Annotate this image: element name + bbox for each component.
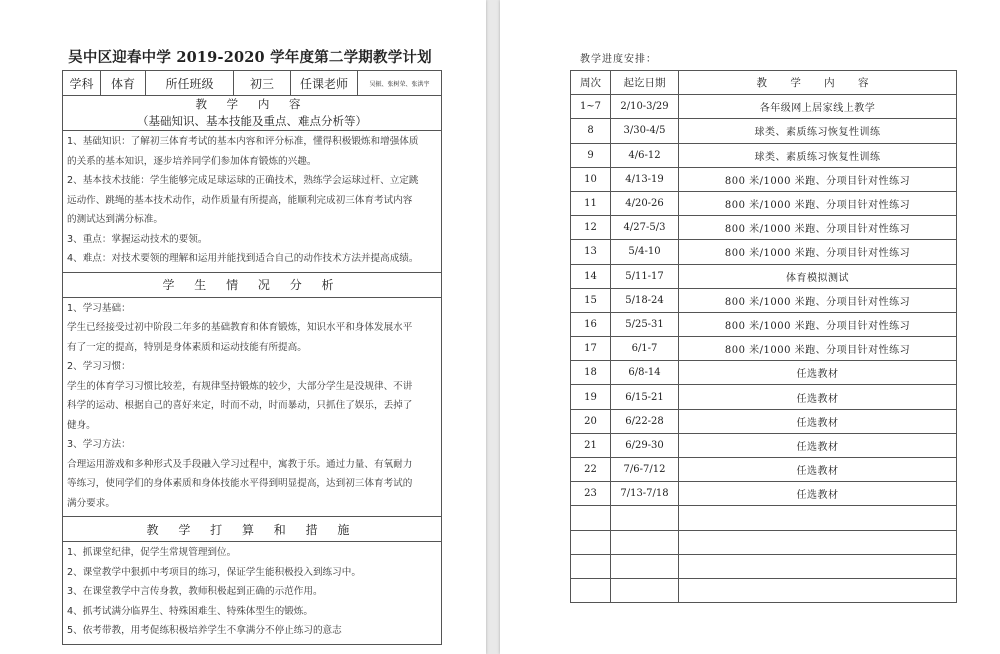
table-row: [571, 264, 957, 288]
week-cell: 21: [571, 433, 611, 457]
text-line: 学生已经接受过初中阶段二年多的基础教育和体育锻炼，知识水平和身体发展水平: [67, 322, 413, 333]
week-cell: 17: [571, 337, 611, 361]
week-cell: 15: [571, 288, 611, 312]
week-cell: 12: [571, 216, 611, 240]
table-row: [571, 95, 957, 119]
week-cell: 20: [571, 409, 611, 433]
table-row: [571, 361, 957, 385]
dates-cell: 4/20-26: [611, 191, 679, 215]
teacher-label: 任课老师: [291, 71, 358, 96]
dates-cell: 4/27-5/3: [611, 216, 679, 240]
content-cell: [679, 578, 957, 602]
content-section-body: [63, 131, 442, 273]
text-line: 远动作、跳绳的基本技术动作，动作质量有所提高，能顺利完成初三体育考试内容: [67, 194, 413, 206]
text-line: 健身。: [67, 419, 96, 431]
week-cell: 18: [571, 361, 611, 385]
text-line: 5、依考带教，用考促练积极培养学生不拿满分不停止练习的意志: [67, 625, 342, 636]
text-line: 的关系的基本知识，逐步培养同学们参加体育锻炼的兴趣。: [67, 155, 317, 167]
subject-value: 体育: [101, 71, 146, 96]
week-cell: 16: [571, 312, 611, 336]
dates-cell: 7/6-7/12: [611, 458, 679, 482]
week-cell: 1~7: [571, 95, 611, 119]
document-title: 吴中区迎春中学 2019-2020 学年度第二学期教学计划: [68, 49, 432, 66]
dates-cell: 5/18-24: [611, 288, 679, 312]
week-cell: [571, 506, 611, 530]
week-cell: [571, 554, 611, 578]
measures-section-body: [63, 542, 442, 645]
text-line: 1、抓课堂纪律，促学生常规管理到位。: [67, 547, 237, 558]
text-line: 有了一定的提高，特别是身体素质和运动技能有所提高。: [67, 341, 307, 353]
text-line: 4、难点：对技术要领的理解和运用并能找到适合自己的动作技术方法并提高成绩。: [67, 253, 419, 264]
content-cell: 任选教材: [679, 361, 957, 385]
table-row: [571, 506, 957, 530]
content-cell: 800 米/1000 米跑、分项目针对性练习: [679, 191, 957, 215]
content-cell: 任选教材: [679, 385, 957, 409]
text-line: 2、学习习惯：: [67, 361, 131, 372]
week-cell: 23: [571, 482, 611, 506]
content-cell: 800 米/1000 米跑、分项目针对性练习: [679, 288, 957, 312]
text-line: 3、学习方法：: [67, 439, 131, 450]
text-line: 的测试达到满分标准。: [67, 214, 163, 225]
content-cell: 各年级网上居家线上教学: [679, 95, 957, 119]
content-cell: [679, 506, 957, 530]
text-line: 等练习，使同学们的身体素质和身体技能水平得到明显提高，达到初三体育考试的: [67, 478, 413, 489]
week-cell: 8: [571, 119, 611, 143]
content-cell: 800 米/1000 米跑、分项目针对性练习: [679, 240, 957, 264]
page-right: [500, 0, 1000, 654]
table-row: [571, 482, 957, 506]
text-line: 科学的运动、根据自己的喜好来定，时而不动，时而暴动，只抓住了娱乐，丢掉了: [67, 400, 413, 411]
dates-cell: 6/8-14: [611, 361, 679, 385]
week-cell: [571, 530, 611, 554]
content-cell: 任选教材: [679, 433, 957, 457]
dates-cell: 3/30-4/5: [611, 119, 679, 143]
table-row: [571, 337, 957, 361]
table-row: [571, 312, 957, 336]
content-cell: [679, 530, 957, 554]
content-section-header: [63, 96, 442, 131]
dates-cell: [611, 578, 679, 602]
dates-cell: 5/4-10: [611, 240, 679, 264]
class-label: 所任班级: [146, 71, 234, 96]
table-row: [571, 385, 957, 409]
dates-cell: [611, 506, 679, 530]
table-row: [571, 191, 957, 215]
table-row: [571, 458, 957, 482]
table-row: [571, 167, 957, 191]
column-header-dates: 起讫日期: [611, 71, 679, 95]
subject-label: 学科: [63, 71, 101, 96]
content-section-title: 教 学 内 容: [195, 97, 309, 111]
schedule-header-row: [571, 71, 957, 95]
teacher-value: 吴振、张树荣、张洪宇: [358, 71, 442, 96]
dates-cell: 2/10-3/29: [611, 95, 679, 119]
students-section-body: [63, 297, 442, 517]
schedule-table: [570, 70, 957, 603]
dates-cell: 4/13-19: [611, 167, 679, 191]
dates-cell: [611, 530, 679, 554]
text-line: 3、在课堂教学中言传身教，教师积极起到正确的示范作用。: [67, 586, 323, 597]
table-row: [571, 554, 957, 578]
content-cell: 800 米/1000 米跑、分项目针对性练习: [679, 167, 957, 191]
table-row: [571, 530, 957, 554]
week-cell: 14: [571, 264, 611, 288]
schedule-label: 教学进度安排：: [580, 54, 657, 65]
dates-cell: 7/13-7/18: [611, 482, 679, 506]
content-cell: 800 米/1000 米跑、分项目针对性练习: [679, 337, 957, 361]
dates-cell: 6/29-30: [611, 433, 679, 457]
table-row: [571, 240, 957, 264]
text-line: 2、基本技术技能：学生能够完成足球运球的正确技术，熟练学会运球过杆、立定跳: [67, 175, 419, 186]
table-row: [571, 288, 957, 312]
text-line: 3、重点：掌握运动技术的要领。: [67, 233, 208, 245]
week-cell: [571, 578, 611, 602]
content-cell: 任选教材: [679, 458, 957, 482]
table-row: [571, 578, 957, 602]
content-cell: 体育模拟测试: [679, 264, 957, 288]
text-line: 1、学习基础：: [67, 302, 131, 314]
content-cell: 800 米/1000 米跑、分项目针对性练习: [679, 312, 957, 336]
table-row: [571, 216, 957, 240]
column-header-week: 周次: [571, 71, 611, 95]
table-row: [571, 119, 957, 143]
table-row: [571, 143, 957, 167]
column-header-content: 教 学 内 容: [679, 71, 957, 95]
content-cell: 任选教材: [679, 409, 957, 433]
week-cell: 9: [571, 143, 611, 167]
dates-cell: 6/1-7: [611, 337, 679, 361]
dates-cell: 5/25-31: [611, 312, 679, 336]
plan-table: [62, 70, 442, 645]
week-cell: 11: [571, 191, 611, 215]
text-line: 合理运用游戏和多种形式及手段融入学习过程中，寓教于乐。通过力量、有氧耐力: [67, 458, 413, 470]
week-cell: 10: [571, 167, 611, 191]
week-cell: 19: [571, 385, 611, 409]
measures-section-title: 教 学 打 算 和 措 施: [63, 517, 442, 542]
dates-cell: 6/22-28: [611, 409, 679, 433]
week-cell: 22: [571, 458, 611, 482]
content-cell: 任选教材: [679, 482, 957, 506]
table-row: [571, 433, 957, 457]
week-cell: 13: [571, 240, 611, 264]
dates-cell: 5/11-17: [611, 264, 679, 288]
text-line: 2、课堂教学中狠抓中考项目的练习，保证学生能积极投入到练习中。: [67, 566, 361, 578]
page-left: [0, 0, 486, 654]
class-value: 初三: [234, 71, 291, 96]
content-section-subtitle: （基础知识、基本技能及重点、难点分析等）: [137, 114, 367, 128]
table-row: [571, 409, 957, 433]
dates-cell: 4/6-12: [611, 143, 679, 167]
dates-cell: 6/15-21: [611, 385, 679, 409]
content-cell: 球类、素质练习恢复性训练: [679, 143, 957, 167]
text-line: 1、基础知识：了解初三体育考试的基本内容和评分标准，懂得积极锻炼和增强体质: [67, 136, 419, 147]
text-line: 学生的体育学习习惯比较差，有规律坚持锻炼的较少，大部分学生是没规律、不讲: [67, 380, 413, 392]
dates-cell: [611, 554, 679, 578]
content-cell: [679, 554, 957, 578]
schedule-body: [571, 95, 957, 603]
text-line: 4、抓考试满分临界生、特殊困难生、特殊体型生的锻炼。: [67, 605, 313, 617]
header-row: [63, 71, 442, 96]
content-cell: 球类、素质练习恢复性训练: [679, 119, 957, 143]
students-section-title: 学 生 情 况 分 析: [63, 272, 442, 297]
content-cell: 800 米/1000 米跑、分项目针对性练习: [679, 216, 957, 240]
text-line: 满分要求。: [67, 497, 115, 509]
